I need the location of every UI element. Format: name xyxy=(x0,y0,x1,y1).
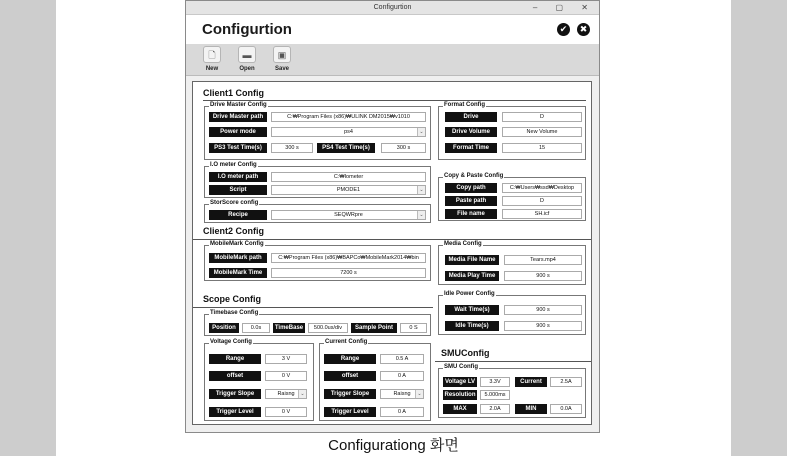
sample-point-label: Sample Point xyxy=(351,323,397,333)
resolution-label: Resolution xyxy=(444,392,476,398)
current-group xyxy=(319,339,431,421)
current-label: Current xyxy=(515,377,547,387)
voltage-lv-input[interactable]: 3.3V xyxy=(480,377,510,387)
new-button[interactable] xyxy=(197,46,227,72)
file-name-label: File name xyxy=(445,209,497,219)
ps4-time-input[interactable]: 300 s xyxy=(381,143,426,153)
power-mode-select[interactable] xyxy=(271,127,426,137)
media-group xyxy=(438,241,586,285)
drive-input[interactable]: D xyxy=(502,112,582,122)
file-name-input[interactable]: SH.icf xyxy=(502,209,582,219)
timebase-group-title: Timebase Config xyxy=(210,310,259,316)
window-title: Configurtion xyxy=(373,4,412,11)
chevron-down-icon: ⌄ xyxy=(417,186,425,194)
mobilemark-path-label: MobileMark path xyxy=(209,253,267,263)
format-time-label: Format Time xyxy=(445,143,497,153)
max-input[interactable]: 2.0A xyxy=(480,404,510,414)
wait-time-input[interactable]: 900 s xyxy=(504,305,582,315)
current-offset-input[interactable]: 0 A xyxy=(380,371,424,381)
current-range-label: Range xyxy=(324,354,376,364)
idle-time-input[interactable]: 900 s xyxy=(504,321,582,331)
recipe-label: Recipe xyxy=(209,210,267,220)
voltage-trigger-level-input[interactable]: 0 V xyxy=(265,407,307,417)
format-group xyxy=(438,102,586,160)
mobilemark-group-title: MobileMark Config xyxy=(210,241,264,247)
storscore-group-title: StorScore config xyxy=(210,200,259,206)
drive-master-path-input[interactable]: C:₩Program Files (x86)₩ULINK DM2015₩v1010 xyxy=(271,112,426,122)
close-icon[interactable]: ✖ xyxy=(577,23,590,36)
io-meter-path-label: I.O meter path xyxy=(209,172,267,182)
config-content xyxy=(192,81,592,425)
page-title: Configurtion xyxy=(202,21,292,38)
timebase-label: TimeBase xyxy=(274,325,304,331)
client2-title: Client2 Config xyxy=(203,226,264,236)
folder-icon: ▬ xyxy=(238,46,256,63)
min-input[interactable]: 0.0A xyxy=(550,404,582,414)
open-label: Open xyxy=(239,66,255,72)
current-trigger-level-label: Trigger Level xyxy=(324,407,376,417)
save-label: Save xyxy=(274,66,289,72)
media-file-label: Media File Name xyxy=(445,255,499,265)
current-group-title: Current Config xyxy=(325,339,368,345)
max-label: MAX xyxy=(443,404,477,414)
voltage-offset-label: offset xyxy=(209,371,261,381)
mobilemark-path-input[interactable]: C:₩Program Files (x86)₩BAPCo₩MobileMark2014₩bin xyxy=(271,253,426,263)
resolution-input[interactable]: 5.000ms xyxy=(480,390,510,400)
media-time-label: Media Play Time xyxy=(445,271,499,281)
io-meter-group-title: I.O meter Config xyxy=(210,162,257,168)
chevron-down-icon: ⌄ xyxy=(415,390,423,398)
drive-master-group xyxy=(204,102,431,160)
voltage-range-label: Range xyxy=(209,354,261,364)
paste-path-label: Paste path xyxy=(445,196,497,206)
current-trigger-slope-value: Raisng xyxy=(393,391,411,397)
media-file-input[interactable]: Tears.mp4 xyxy=(504,255,582,265)
client1-title: Client1 Config xyxy=(203,88,264,98)
smu-group xyxy=(438,364,586,418)
power-mode-value: ps4 xyxy=(344,129,353,135)
timebase-input[interactable]: 500.0us/div xyxy=(308,323,348,333)
script-label: Script xyxy=(209,185,267,195)
copy-paste-group xyxy=(438,173,586,221)
mobilemark-time-input[interactable]: 7200 s xyxy=(271,268,426,278)
recipe-select[interactable] xyxy=(271,210,426,220)
current-range-input[interactable]: 0.5 A xyxy=(380,354,424,364)
format-group-title: Format Config xyxy=(444,102,485,108)
window-controls[interactable]: – ▢ ✕ xyxy=(532,3,596,12)
power-mode-label: Power mode xyxy=(209,127,267,137)
copy-path-label: Copy path xyxy=(445,183,497,193)
media-time-input[interactable]: 900 s xyxy=(504,271,582,281)
mobilemark-time-label: MobileMark Time xyxy=(209,268,267,278)
drive-volume-label: Drive Volume xyxy=(445,127,497,137)
left-background-panel xyxy=(0,0,56,456)
idle-power-group xyxy=(438,291,586,335)
voltage-range-input[interactable]: 3 V xyxy=(265,354,307,364)
wait-time-label: Wait Time(s) xyxy=(445,305,499,315)
ps3-time-label: PS3 Test Time(s) xyxy=(209,143,267,153)
io-meter-path-input[interactable]: C:₩Iometer xyxy=(271,172,426,182)
save-button[interactable] xyxy=(267,46,297,72)
current-input[interactable]: 2.5A xyxy=(550,377,582,387)
ps4-time-label: PS4 Test Time(s) xyxy=(317,143,375,153)
script-value: PMODE1 xyxy=(336,187,361,193)
config-window xyxy=(185,0,600,433)
voltage-trigger-slope-select[interactable] xyxy=(265,389,307,399)
app-header xyxy=(186,15,599,44)
drive-master-path-label: Drive Master path xyxy=(209,112,267,122)
chevron-down-icon: ⌄ xyxy=(417,128,425,136)
voltage-trigger-slope-label: Trigger Slope xyxy=(209,389,261,399)
toolbar xyxy=(186,44,599,76)
current-offset-label: offset xyxy=(324,371,376,381)
confirm-icon[interactable]: ✔ xyxy=(557,23,570,36)
drive-volume-input[interactable]: New Volume xyxy=(502,127,582,137)
ps3-time-input[interactable]: 300 s xyxy=(271,143,313,153)
media-group-title: Media Config xyxy=(444,241,482,247)
recipe-value: SEQWRpre xyxy=(334,212,363,218)
script-select[interactable] xyxy=(271,185,426,195)
voltage-group-title: Voltage Config xyxy=(210,339,252,345)
save-icon: ▣ xyxy=(273,46,291,63)
new-file-icon: 🗋 xyxy=(203,46,221,63)
chevron-down-icon: ⌄ xyxy=(298,390,306,398)
idle-time-label: Idle Time(s) xyxy=(445,321,499,331)
drive-label: Drive xyxy=(445,112,497,122)
voltage-group xyxy=(204,339,314,421)
new-label: New xyxy=(205,66,219,72)
timebase-group xyxy=(204,310,431,336)
storscore-group xyxy=(204,200,431,223)
window-titlebar xyxy=(186,1,599,15)
voltage-trigger-slope-value: Raisng xyxy=(277,391,295,397)
voltage-offset-input[interactable]: 0 V xyxy=(265,371,307,381)
position-input[interactable]: 0.0s xyxy=(242,323,270,333)
voltage-lv-label: Voltage LV xyxy=(444,379,476,385)
client2-divider xyxy=(193,239,591,240)
sample-point-input[interactable]: 0 S xyxy=(400,323,427,333)
mobilemark-group xyxy=(204,241,431,281)
format-time-input[interactable]: 15 xyxy=(502,143,582,153)
scope-title: Scope Config xyxy=(203,294,261,304)
copy-path-input[interactable]: C:₩Users₩ssd₩Desktop xyxy=(502,183,582,193)
open-button[interactable] xyxy=(232,46,262,72)
smu-divider xyxy=(435,361,591,362)
io-meter-group xyxy=(204,162,431,198)
copy-paste-group-title: Copy & Paste Config xyxy=(444,173,504,179)
position-label: Position xyxy=(209,323,239,333)
smu-title: SMUConfig xyxy=(441,348,490,358)
current-trigger-level-input[interactable]: 0 A xyxy=(380,407,424,417)
idle-power-group-title: Idle Power Config xyxy=(444,291,495,297)
paste-path-input[interactable]: D xyxy=(502,196,582,206)
smu-group-title: SMU Config xyxy=(444,364,478,370)
scope-divider xyxy=(193,307,433,308)
drive-master-group-title: Drive Master Config xyxy=(210,102,267,108)
current-trigger-slope-label: Trigger Slope xyxy=(324,389,376,399)
figure-caption: Configurationg 화면 xyxy=(328,437,459,454)
chevron-down-icon: ⌄ xyxy=(417,211,425,219)
client1-divider xyxy=(203,100,586,101)
min-label: MIN xyxy=(515,404,547,414)
right-background-panel xyxy=(731,0,787,456)
current-trigger-slope-select[interactable] xyxy=(380,389,424,399)
voltage-trigger-level-label: Trigger Level xyxy=(209,407,261,417)
